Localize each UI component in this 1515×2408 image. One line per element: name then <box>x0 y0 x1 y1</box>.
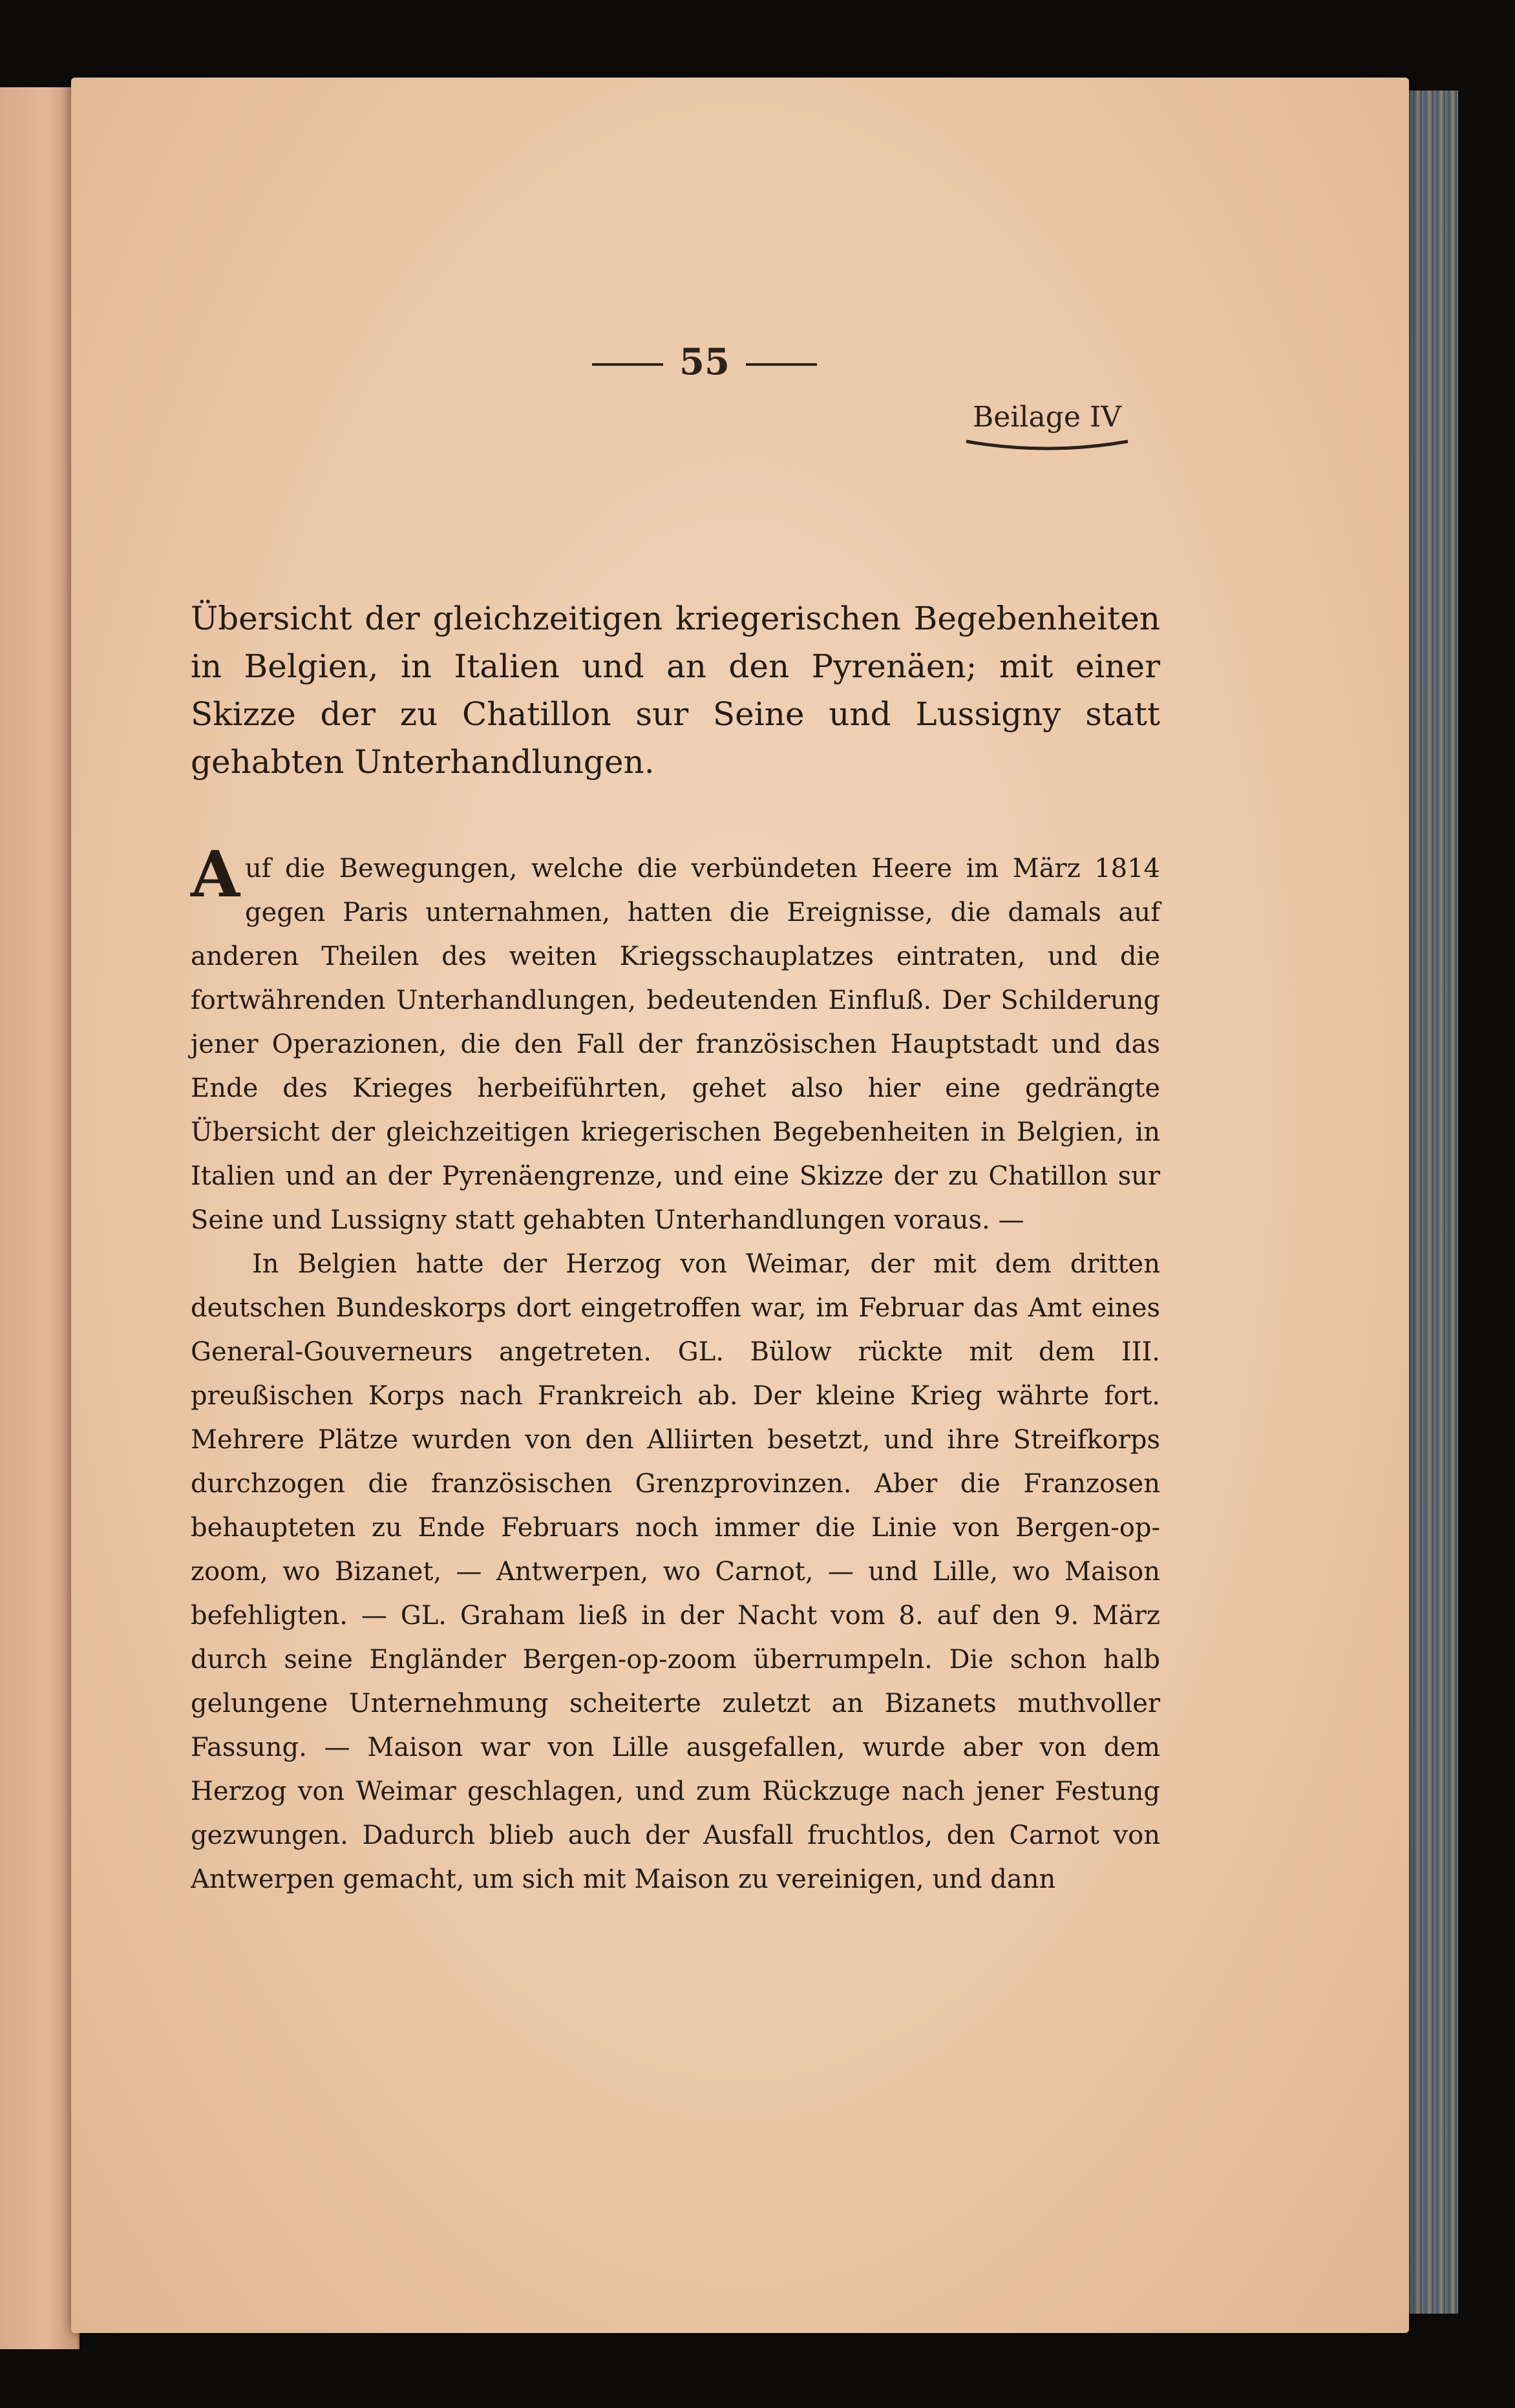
drop-cap: A <box>191 838 240 912</box>
paragraph-2: In Belgien hatte der Herzog von Weimar, der mit dem dritten deutschen Bundeskorps dort eingetroffen war, im Februar das Amt eines General-Gouverneurs angetreten. GL. Bülow rückte mit dem III. preußischen Korps nach Frankreich ab. Der kleine Krieg währte fort. Mehrere Plätze wurden von den Alliirten besetzt, und ihre Streifkorps durchzogen die französischen Grenzprovinzen. Aber die Franzosen behaupteten zu Ende Februars noch immer die Linie von Bergen-op-zoom, wo Bizanet, — Antwerpen, wo Carnot, — und Lille, wo Maison befehligten. — GL. Graham ließ in der Nacht vom 8. auf den 9. März durch seine Engländer Bergen-op-zoom überrumpeln. Die schon halb gelungene Unternehmung scheiterte zuletzt an Bizanets muthvoller Fassung. — Maison war von Lille ausgefallen, wurde aber von dem Herzog von Weimar geschlagen, und zum Rückzuge nach jener Festung gezwungen. Dadurch blieb auch der Ausfall fruchtlos, den Carnot von Antwerpen gemacht, um sich mit Maison zu vereinigen, und dann <box>191 1249 1160 1894</box>
body-text <box>191 838 1160 1901</box>
paragraph-1 <box>191 838 1160 1242</box>
appendix-label <box>963 401 1131 450</box>
book-page <box>71 78 1409 2333</box>
page-number-dash-left <box>592 363 663 366</box>
section-title: Übersicht der gleichzeitigen kriegerischen Begebenheiten in Belgien, in Italien und an den Pyrenäen; mit einer Skizze der zu Chatillon sur Seine und Lussigny statt gehabten Unterhandlungen. <box>191 600 1160 781</box>
decorative-swash-icon <box>963 436 1131 450</box>
page-number-dash-right <box>746 363 817 366</box>
page-number-value: 55 <box>679 341 730 383</box>
paragraph-1-text: uf die Bewegungen, welche die verbündeten Heere im März 1814 gegen Paris unternahmen, hatten die Ereignisse, die damals auf anderen Theilen des weiten Kriegsschauplatzes eintraten, und die fortwährenden Unterhandlungen, bedeutenden Einfluß. Der Schilderung jener Operazionen, die den Fall der französischen Hauptstadt und das Ende des Krieges herbeiführten, gehet also hier eine gedrängte Übersicht der gleichzeitigen kriegerischen Begebenheiten in Belgien, in Italien und an der Pyrenäengrenze, und eine Skizze der zu Chatillon sur Seine und Lussigny statt gehabten Unterhandlungen voraus. — <box>191 854 1160 1235</box>
appendix-label-text: Beilage IV <box>972 401 1122 434</box>
facing-page-edge <box>0 87 79 2349</box>
page-number <box>71 341 1338 383</box>
